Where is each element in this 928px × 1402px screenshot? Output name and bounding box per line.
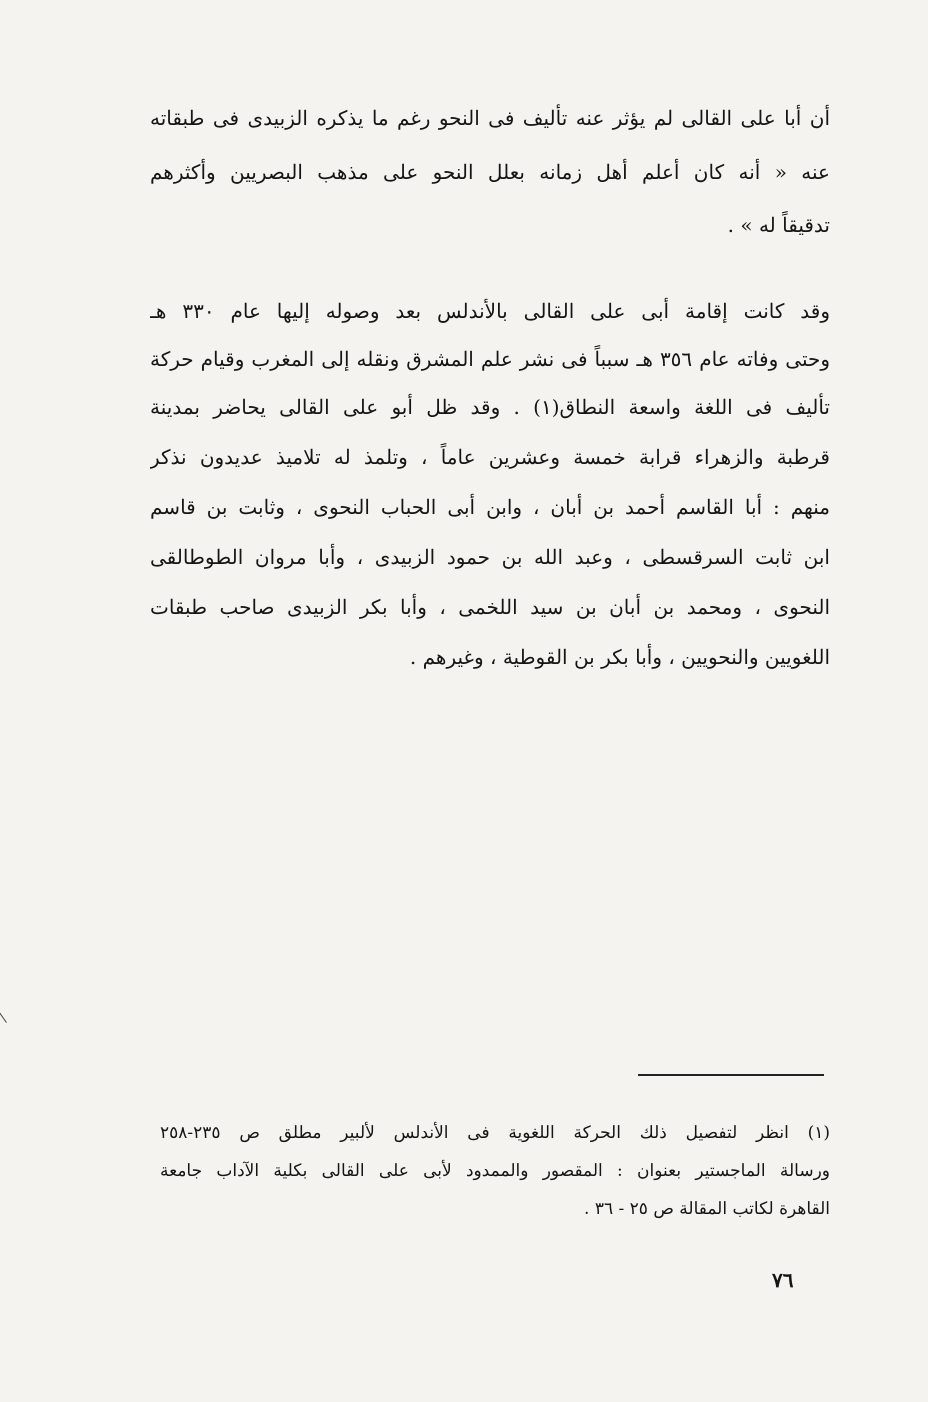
footnote-line-1: (١) انظر لتفصيل ذلك الحركة اللغوية فى الأندلس لألبير مطلق ص ٢٣٥-٢٥٨: [160, 1123, 830, 1143]
paragraph1-line-3: تدقيقاً له » .: [727, 213, 830, 237]
paragraph2-line-2: وحتى وفاته عام ٣٥٦ هـ سبباً فى نشر علم المشرق ونقله إلى المغرب وقيام حركة: [150, 347, 830, 371]
paragraph2-line-8: اللغويين والنحويين ، وأبا بكر بن القوطية ، وغيرهم .: [409, 645, 830, 669]
footnote-separator: [638, 1074, 824, 1076]
paragraph2-line-4: قرطبة والزهراء قرابة خمسة وعشرين عاماً ، وتلمذ له تلاميذ عديدون نذكر: [150, 445, 830, 469]
page-number: ٧٦: [772, 1268, 794, 1292]
footnote-line-2: ورسالة الماجستير بعنوان : المقصور والممدود لأبى على القالى بكلية الآداب جامعة: [160, 1161, 830, 1181]
paragraph1-line-2: عنه « أنه كان أعلم أهل زمانه بعلل النحو على مذهب البصريين وأكثرهم: [150, 160, 830, 184]
paragraph2-line-7: النحوى ، ومحمد بن أبان بن سيد اللخمى ، وأبا بكر الزبيدى صاحب طبقات: [150, 595, 830, 619]
footnote-line-3: القاهرة لكاتب المقالة ص ٢٥ - ٣٦ .: [584, 1199, 830, 1219]
paragraph2-line-6: ابن ثابت السرقسطى ، وعبد الله بن حمود الزبيدى ، وأبا مروان الطوطالقى: [150, 545, 830, 569]
paragraph2-line-5: منهم : أبا القاسم أحمد بن أبان ، وابن أبى الحباب النحوى ، وثابت بن قاسم: [150, 495, 830, 519]
paragraph2-line-3: تأليف فى اللغة واسعة النطاق(١) . وقد ظل أبو على القالى يحاضر بمدينة: [150, 395, 830, 419]
paragraph2-line-1: وقد كانت إقامة أبى على القالى بالأندلس بعد وصوله إليها عام ٣٣٠ هـ: [150, 299, 830, 323]
paragraph1-line-1: أن أبا على القالى لم يؤثر عنه تأليف فى النحو رغم ما يذكره الزبيدى فى طبقاته: [150, 106, 830, 130]
margin-mark: [0, 1009, 12, 1023]
